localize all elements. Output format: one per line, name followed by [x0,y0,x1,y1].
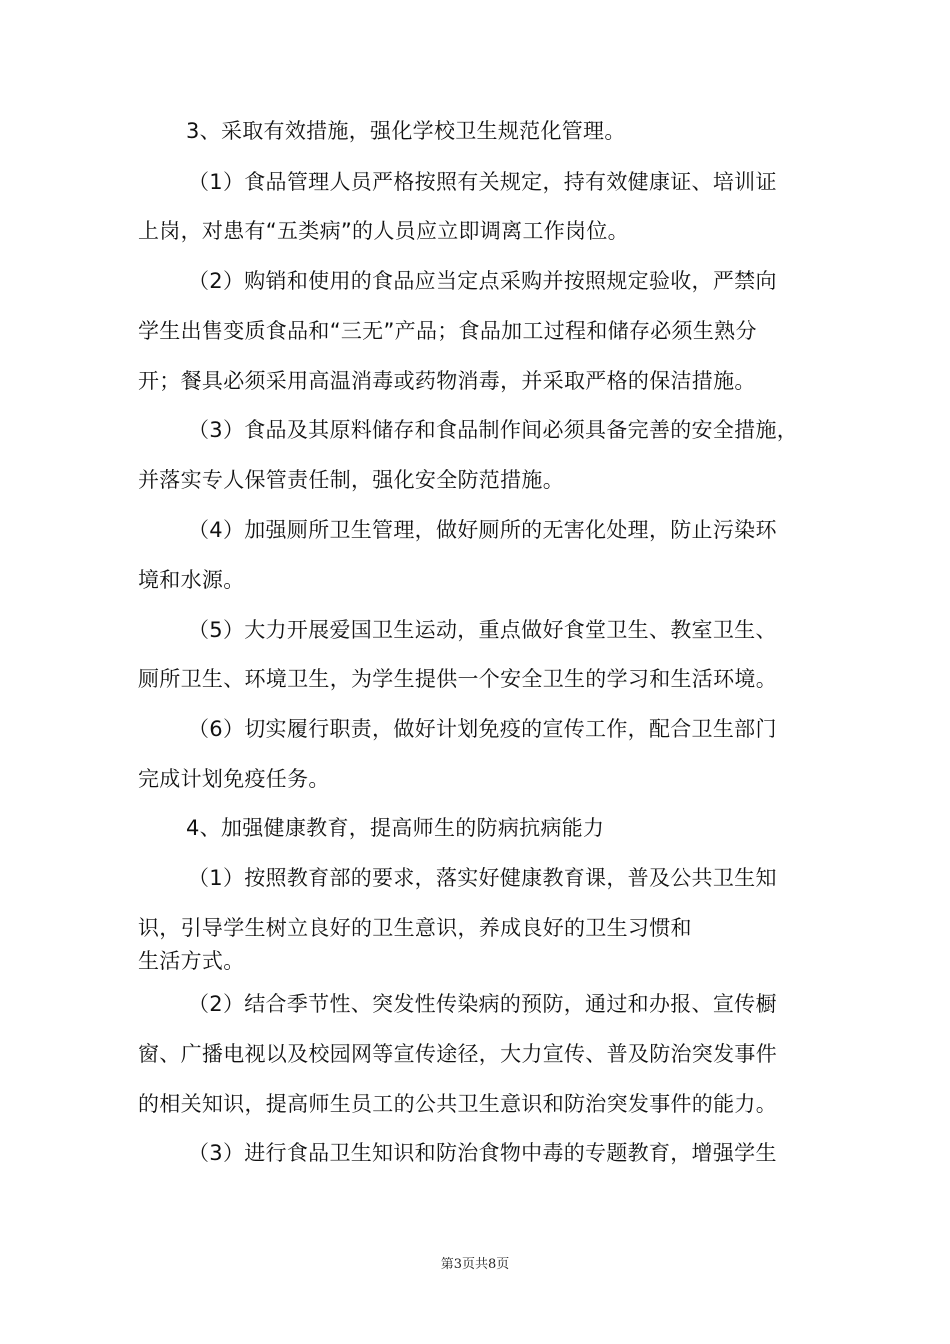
paragraph-line: （5）大力开展爱国卫生运动，重点做好食堂卫生、教室卫生、 [188,618,777,642]
paragraph-line: （3）食品及其原料储存和食品制作间必须具备完善的安全措施， [188,418,799,442]
paragraph-line: 上岗，对患有“五类病”的人员应立即调离工作岗位。 [138,219,629,243]
paragraph-line: （3）进行食品卫生知识和防治食物中毒的专题教育，增强学生 [188,1141,777,1165]
paragraph-line: 的相关知识，提高师生员工的公共卫生意识和防治突发事件的能力。 [138,1092,777,1116]
paragraph-line: （1）食品管理人员严格按照有关规定，持有效健康证、培训证 [188,170,777,194]
paragraph-line: （6）切实履行职责，做好计划免疫的宣传工作，配合卫生部门 [188,717,777,741]
paragraph-line: （2）购销和使用的食品应当定点采购并按照规定验收，严禁向 [188,269,777,293]
paragraph-line: （2）结合季节性、突发性传染病的预防，通过和办报、宣传橱 [188,992,777,1016]
paragraph-line: （1）按照教育部的要求，落实好健康教育课，普及公共卫生知 [188,866,777,890]
page-number-footer: 第3页共8页 [440,1257,510,1272]
paragraph-line: （4）加强厕所卫生管理，做好厕所的无害化处理，防止污染环 [188,518,777,542]
section-heading-4: 4、加强健康教育，提高师生的防病抗病能力 [186,816,605,840]
paragraph-line: 窗、广播电视以及校园网等宣传途径，大力宣传、普及防治突发事件 [138,1042,777,1066]
section-heading-3: 3、采取有效措施，强化学校卫生规范化管理。 [186,119,626,143]
paragraph-line: 厕所卫生、环境卫生，为学生提供一个安全卫生的学习和生活环境。 [138,667,777,691]
paragraph-line: 识，引导学生树立良好的卫生意识，养成良好的卫生习惯和 [138,916,692,940]
paragraph-line: 完成计划免疫任务。 [138,767,330,791]
paragraph-line: 开；餐具必须采用高温消毒或药物消毒，并采取严格的保洁措施。 [138,369,756,393]
paragraph-line: 生活方式。 [138,949,245,973]
paragraph-line: 并落实专人保管责任制，强化安全防范措施。 [138,468,564,492]
paragraph-line: 境和水源。 [138,568,245,592]
paragraph-line: 学生出售变质食品和“三无”产品；食品加工过程和储存必须生熟分 [138,319,757,343]
